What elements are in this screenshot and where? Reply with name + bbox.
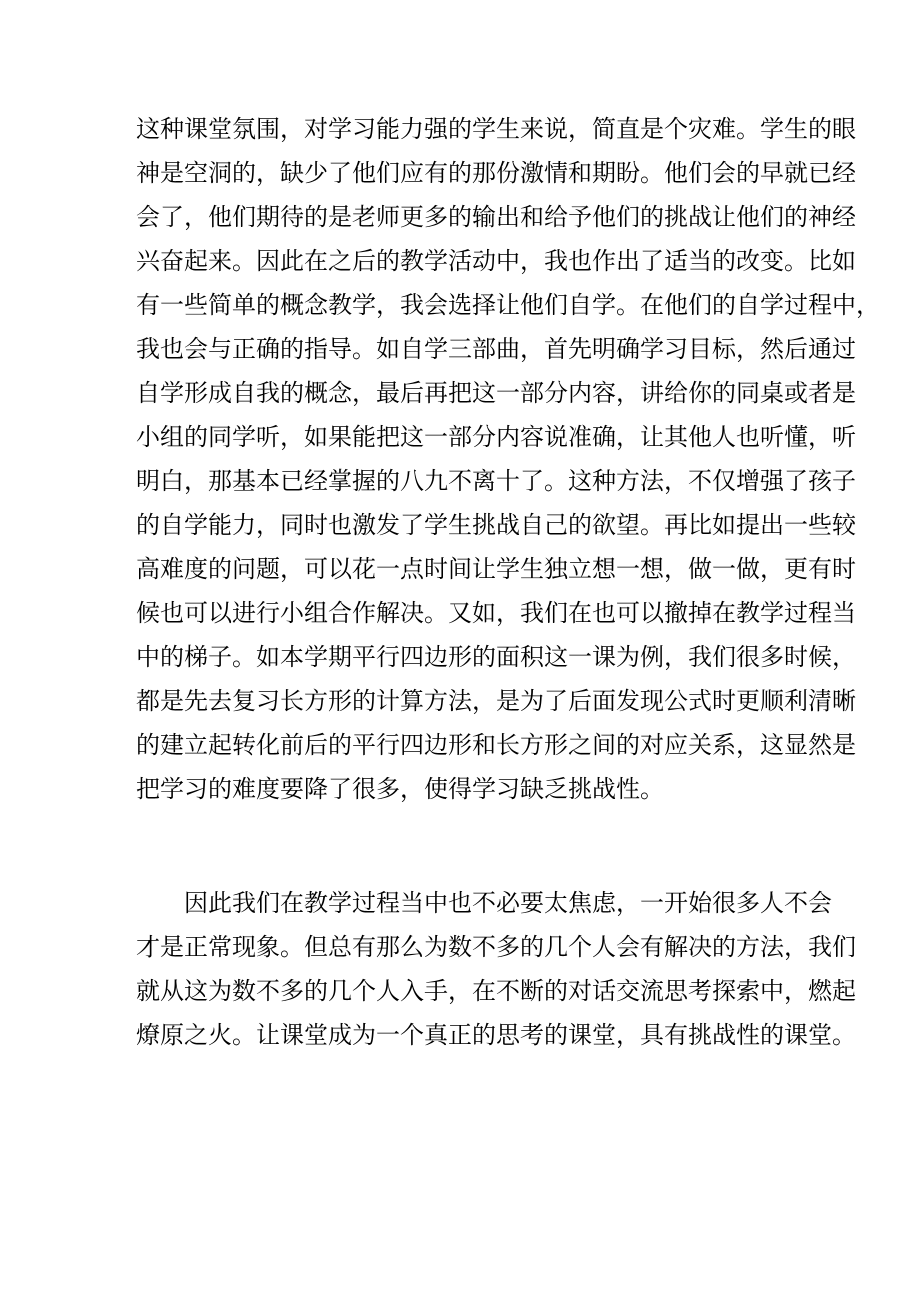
text-line: 都是先去复习长方形的计算方法，是为了后面发现公式时更顺利清晰: [136, 687, 856, 715]
text-line: 才是正常现象。但总有那么为数不多的几个人会有解决的方法，我们: [136, 933, 856, 961]
paragraph-1: [136, 107, 880, 811]
text-line: 明白，那基本已经掌握的八九不离十了。这种方法，不仅增强了孩子: [136, 467, 856, 495]
text-line: 神是空洞的，缺少了他们应有的那份激情和期盼。他们会的早就已经: [136, 159, 856, 187]
text-line: 的建立起转化前后的平行四边形和长方形之间的对应关系，这显然是: [136, 731, 856, 759]
text-line: 把学习的难度要降了很多，使得学习缺乏挑战性。: [136, 775, 664, 803]
text-line: 小组的同学听，如果能把这一部分内容说准确，让其他人也听懂，听: [136, 423, 856, 451]
text-line: 因此我们在教学过程当中也不必要太焦虑，一开始很多人不会: [184, 889, 832, 917]
text-line: 候也可以进行小组合作解决。又如，我们在也可以撤掉在教学过程当: [136, 599, 856, 627]
text-line: 燎原之火。让课堂成为一个真正的思考的课堂，具有挑战性的课堂。: [136, 1021, 856, 1049]
text-line: 这种课堂氛围，对学习能力强的学生来说，简直是个灾难。学生的眼: [136, 115, 856, 143]
paragraph-2: [136, 881, 856, 1057]
text-line: 有一些简单的概念教学，我会选择让他们自学。在他们的自学过程中，: [136, 291, 880, 319]
text-line: 会了，他们期待的是老师更多的输出和给予他们的挑战让他们的神经: [136, 203, 856, 231]
text-line: 就从这为数不多的几个人入手，在不断的对话交流思考探索中，燃起: [136, 977, 856, 1005]
text-line: 的自学能力，同时也激发了学生挑战自己的欲望。再比如提出一些较: [136, 511, 856, 539]
text-line: 中的梯子。如本学期平行四边形的面积这一课为例，我们很多时候，: [136, 643, 856, 671]
text-line: 我也会与正确的指导。如自学三部曲，首先明确学习目标，然后通过: [136, 335, 856, 363]
text-line: 兴奋起来。因此在之后的教学活动中，我也作出了适当的改变。比如: [136, 247, 856, 275]
text-line: 高难度的问题，可以花一点时间让学生独立想一想，做一做，更有时: [136, 555, 856, 583]
text-line: 自学形成自我的概念，最后再把这一部分内容，讲给你的同桌或者是: [136, 379, 856, 407]
